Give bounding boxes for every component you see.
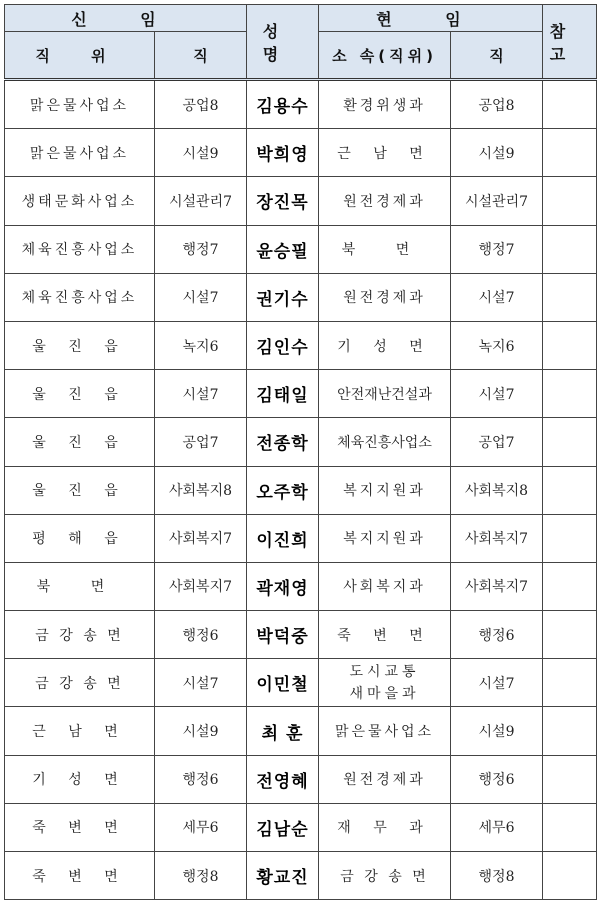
table-row <box>5 755 597 803</box>
new-grade-cell: 공업8 <box>155 80 247 129</box>
new-position-cell: 근 남 면 <box>5 707 155 755</box>
current-affiliation-cell: 금 강 송 면 <box>319 852 451 900</box>
note-cell <box>543 562 597 610</box>
current-grade-cell: 시설9 <box>451 707 543 755</box>
current-grade-cell: 시설7 <box>451 370 543 418</box>
note-cell <box>543 273 597 321</box>
current-affiliation-cell: 북 면 <box>319 225 451 273</box>
note-cell <box>543 129 597 177</box>
header-note: 참고 <box>543 5 597 80</box>
note-cell <box>543 659 597 707</box>
note-cell <box>543 852 597 900</box>
note-cell <box>543 80 597 129</box>
table-row <box>5 852 597 900</box>
header-new-post: 신 임 <box>5 5 247 32</box>
current-grade-cell: 행정7 <box>451 225 543 273</box>
table-row <box>5 273 597 321</box>
new-grade-cell: 시설7 <box>155 273 247 321</box>
note-cell <box>543 418 597 466</box>
table-row <box>5 321 597 369</box>
new-position-cell: 맑은물사업소 <box>5 80 155 129</box>
table-row <box>5 659 597 707</box>
person-name-cell: 박희영 <box>247 129 319 177</box>
note-cell <box>543 803 597 851</box>
current-affiliation-cell: 환경위생과 <box>319 80 451 129</box>
table-row <box>5 562 597 610</box>
new-grade-cell: 시설9 <box>155 707 247 755</box>
new-grade-cell: 공업7 <box>155 418 247 466</box>
new-grade-cell: 사회복지7 <box>155 514 247 562</box>
note-cell <box>543 177 597 225</box>
new-position-cell: 금 강 송 면 <box>5 659 155 707</box>
person-name-cell: 곽재영 <box>247 562 319 610</box>
table-row <box>5 707 597 755</box>
current-grade-cell: 시설9 <box>451 129 543 177</box>
table-row <box>5 418 597 466</box>
current-grade-cell: 사회복지8 <box>451 466 543 514</box>
new-position-cell: 체육진흥사업소 <box>5 225 155 273</box>
person-name-cell: 김남순 <box>247 803 319 851</box>
person-name-cell: 장진목 <box>247 177 319 225</box>
header-grade-current: 직 <box>451 32 543 80</box>
person-name-cell: 이진희 <box>247 514 319 562</box>
current-affiliation-cell <box>319 659 451 707</box>
new-position-cell: 체육진흥사업소 <box>5 273 155 321</box>
header-position: 직 위 <box>5 32 155 80</box>
current-grade-cell: 세무6 <box>451 803 543 851</box>
person-name-cell: 김용수 <box>247 80 319 129</box>
current-grade-cell: 행정8 <box>451 852 543 900</box>
person-name-cell: 오주학 <box>247 466 319 514</box>
current-affiliation-cell: 원전경제과 <box>319 273 451 321</box>
new-grade-cell: 시설9 <box>155 129 247 177</box>
note-cell <box>543 466 597 514</box>
new-grade-cell: 행정6 <box>155 611 247 659</box>
note-cell <box>543 611 597 659</box>
affiliation-line-2: 새마을과 <box>349 685 420 702</box>
header-name: 성 명 <box>247 5 319 80</box>
personnel-transfer-table <box>4 4 597 900</box>
current-affiliation-cell: 맑은물사업소 <box>319 707 451 755</box>
current-grade-cell: 행정6 <box>451 755 543 803</box>
new-position-cell: 죽 변 면 <box>5 852 155 900</box>
current-grade-cell: 사회복지7 <box>451 562 543 610</box>
table-row <box>5 803 597 851</box>
current-grade-cell: 사회복지7 <box>451 514 543 562</box>
new-position-cell: 북 면 <box>5 562 155 610</box>
table-row <box>5 514 597 562</box>
new-position-cell: 금 강 송 면 <box>5 611 155 659</box>
new-grade-cell: 행정6 <box>155 755 247 803</box>
header-current-post: 현 임 <box>319 5 543 32</box>
header-affiliation: 소 속(직위) <box>319 32 451 80</box>
table-row <box>5 129 597 177</box>
current-affiliation-cell: 근 남 면 <box>319 129 451 177</box>
note-cell <box>543 321 597 369</box>
person-name-cell: 권기수 <box>247 273 319 321</box>
current-grade-cell: 행정6 <box>451 611 543 659</box>
current-affiliation-cell: 체육진흥사업소 <box>319 418 451 466</box>
new-position-cell: 생태문화사업소 <box>5 177 155 225</box>
affiliation-line-1: 도시교통 <box>349 663 420 680</box>
current-affiliation-cell: 안전재난건설과 <box>319 370 451 418</box>
person-name-cell: 윤승필 <box>247 225 319 273</box>
note-cell <box>543 370 597 418</box>
table-row <box>5 611 597 659</box>
current-affiliation-cell: 원전경제과 <box>319 755 451 803</box>
new-position-cell: 죽 변 면 <box>5 803 155 851</box>
note-cell <box>543 514 597 562</box>
new-position-cell: 울 진 읍 <box>5 418 155 466</box>
current-affiliation-cell: 재 무 과 <box>319 803 451 851</box>
current-grade-cell: 공업7 <box>451 418 543 466</box>
person-name-cell: 전영혜 <box>247 755 319 803</box>
new-position-cell: 맑은물사업소 <box>5 129 155 177</box>
new-grade-cell: 녹지6 <box>155 321 247 369</box>
current-grade-cell: 공업8 <box>451 80 543 129</box>
new-position-cell: 평 해 읍 <box>5 514 155 562</box>
current-grade-cell: 시설7 <box>451 659 543 707</box>
person-name-cell: 황교진 <box>247 852 319 900</box>
new-grade-cell: 행정8 <box>155 852 247 900</box>
new-grade-cell: 사회복지8 <box>155 466 247 514</box>
new-grade-cell: 시설7 <box>155 370 247 418</box>
person-name-cell: 김인수 <box>247 321 319 369</box>
table-row <box>5 370 597 418</box>
current-grade-cell: 시설7 <box>451 273 543 321</box>
table-row <box>5 225 597 273</box>
current-affiliation-cell: 죽 변 면 <box>319 611 451 659</box>
new-grade-cell: 시설7 <box>155 659 247 707</box>
current-affiliation-cell: 원전경제과 <box>319 177 451 225</box>
new-grade-cell: 사회복지7 <box>155 562 247 610</box>
current-grade-cell: 녹지6 <box>451 321 543 369</box>
new-position-cell: 울 진 읍 <box>5 370 155 418</box>
person-name-cell: 김태일 <box>247 370 319 418</box>
person-name-cell: 박덕중 <box>247 611 319 659</box>
table-row <box>5 177 597 225</box>
note-cell <box>543 755 597 803</box>
person-name-cell: 전종학 <box>247 418 319 466</box>
person-name-cell: 이민철 <box>247 659 319 707</box>
new-position-cell: 울 진 읍 <box>5 321 155 369</box>
new-grade-cell: 시설관리7 <box>155 177 247 225</box>
current-affiliation-cell: 사회복지과 <box>319 562 451 610</box>
note-cell <box>543 707 597 755</box>
header-grade: 직 <box>155 32 247 80</box>
current-affiliation-cell: 복지지원과 <box>319 514 451 562</box>
table-row <box>5 466 597 514</box>
new-position-cell: 울 진 읍 <box>5 466 155 514</box>
person-name-cell: 최 훈 <box>247 707 319 755</box>
current-grade-cell: 시설관리7 <box>451 177 543 225</box>
new-grade-cell: 행정7 <box>155 225 247 273</box>
note-cell <box>543 225 597 273</box>
current-affiliation-cell: 기 성 면 <box>319 321 451 369</box>
new-position-cell: 기 성 면 <box>5 755 155 803</box>
current-affiliation-cell: 복지지원과 <box>319 466 451 514</box>
table-row <box>5 80 597 129</box>
new-grade-cell: 세무6 <box>155 803 247 851</box>
